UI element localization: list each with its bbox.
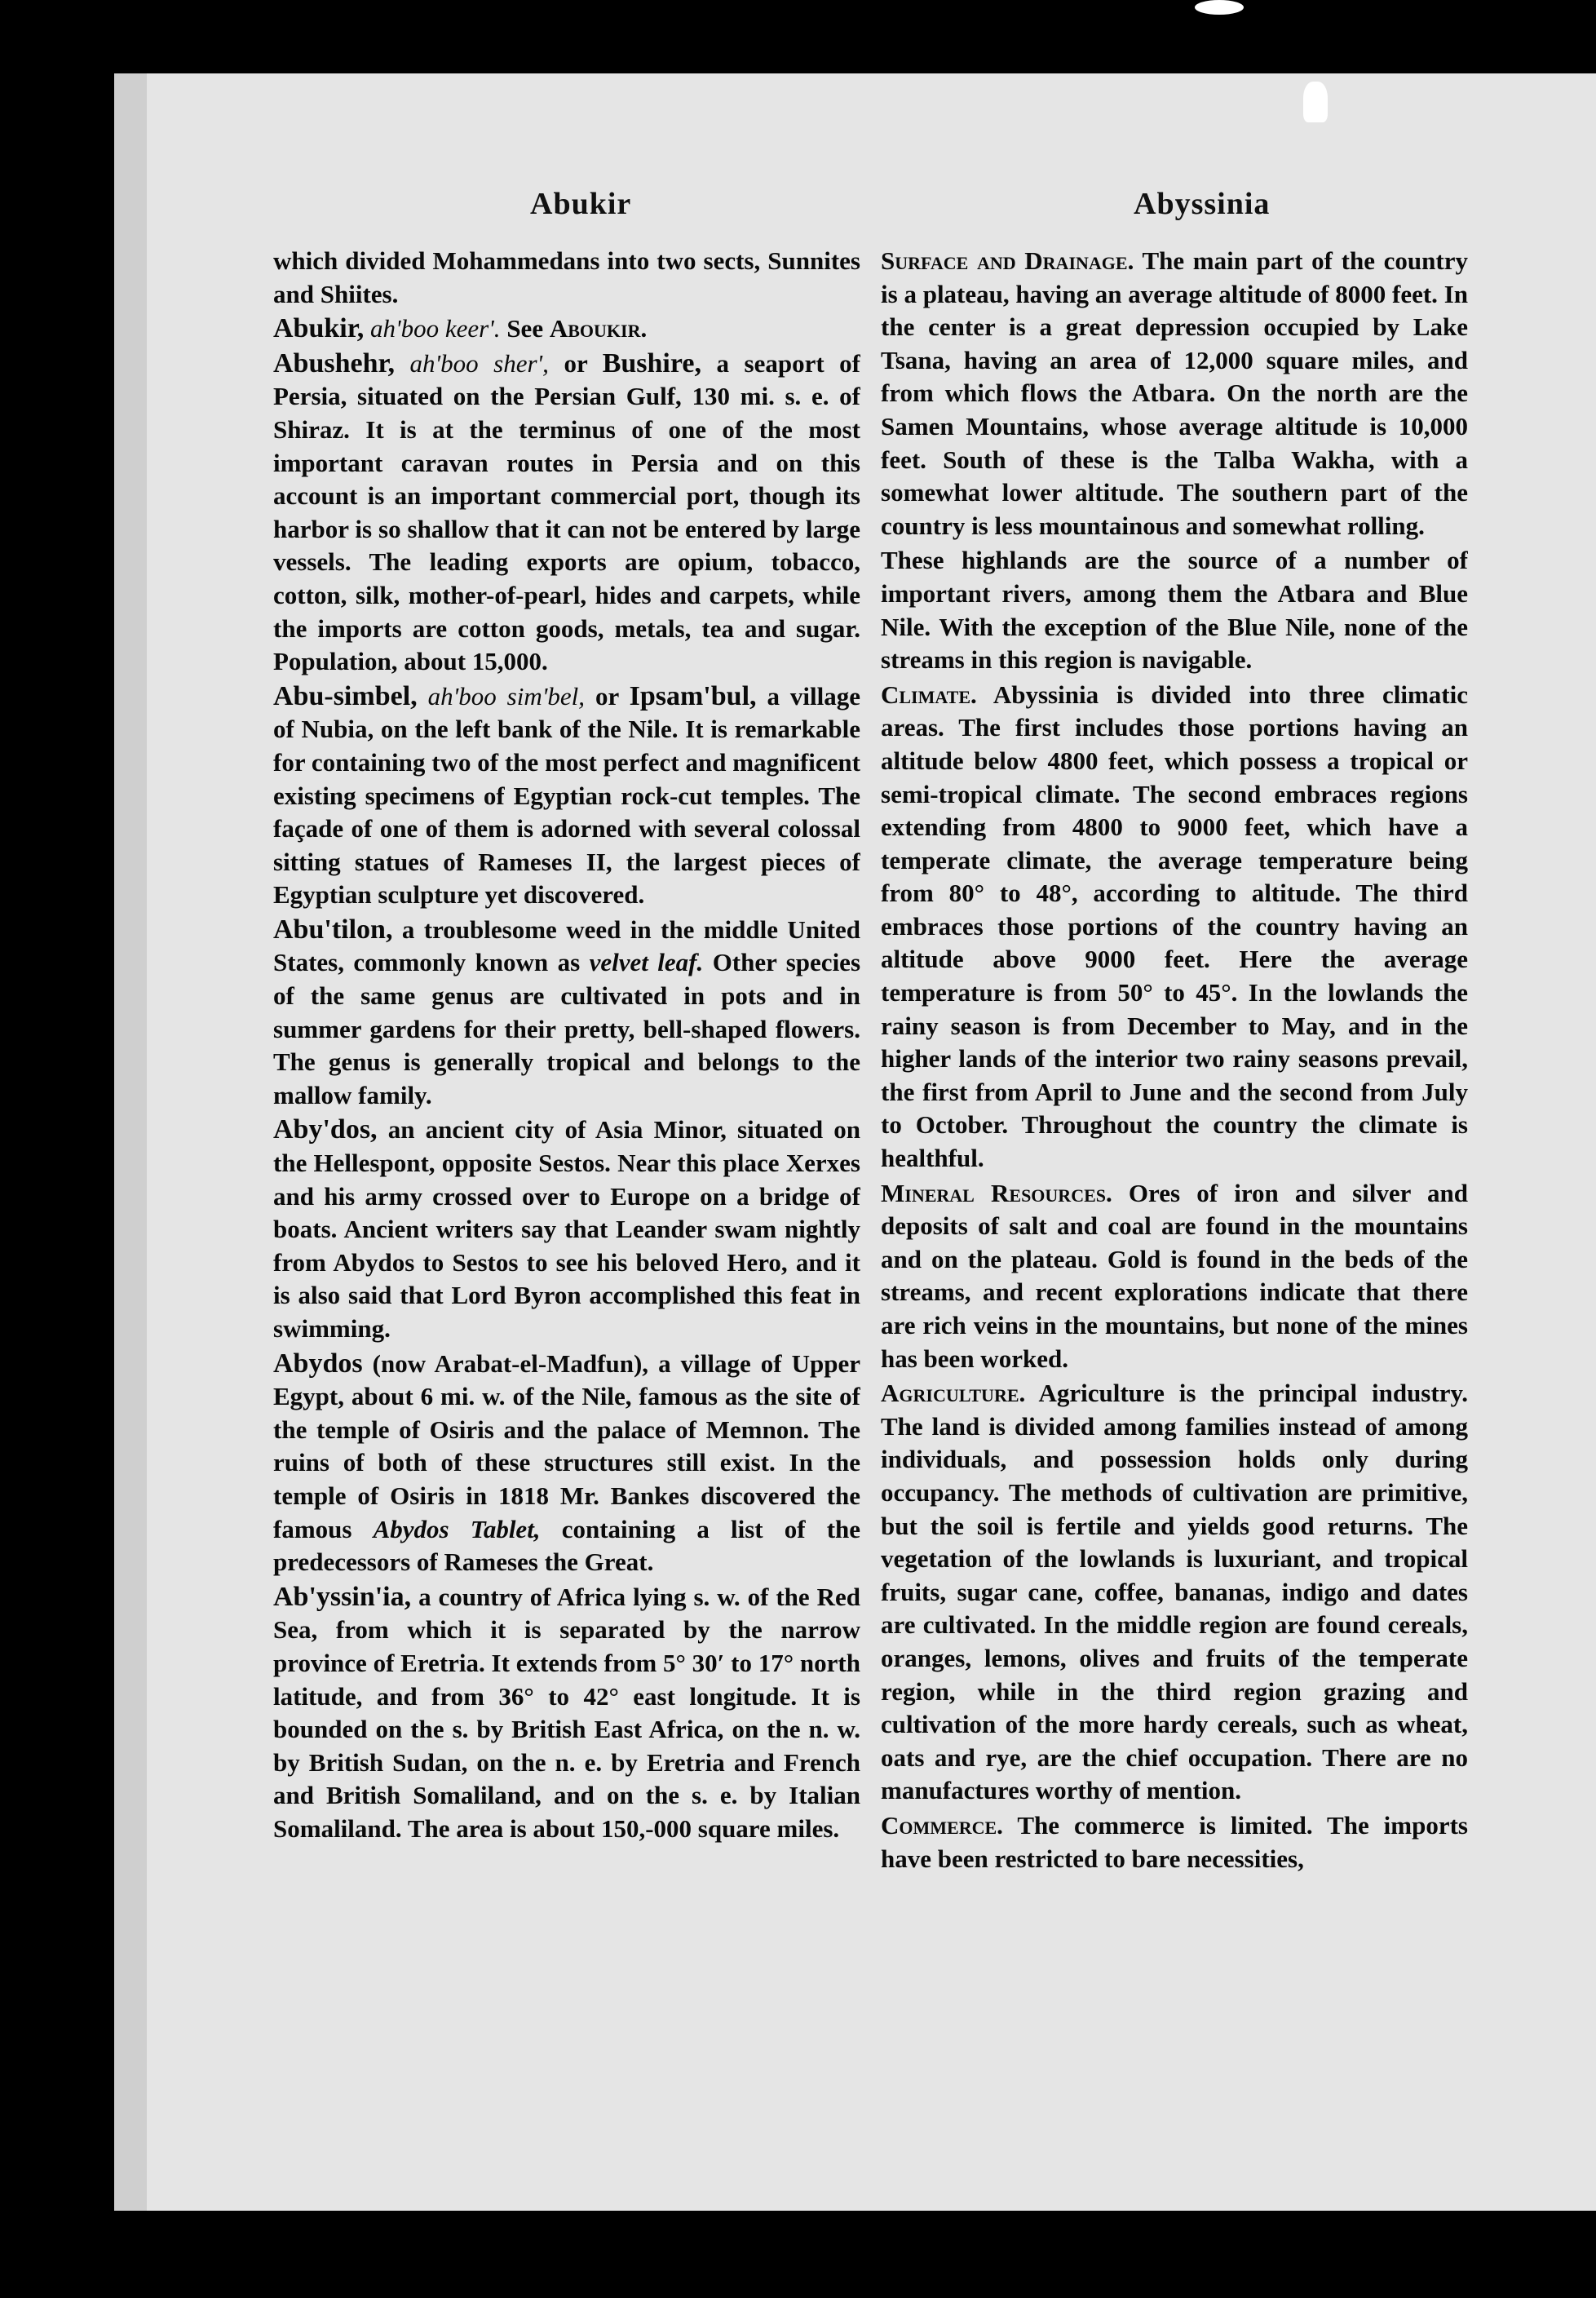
entry-italic-term: velvet leaf. [589, 948, 704, 977]
section-text: The main part of the country is a plateau, having an average altitude of 8000 feet. In the center is a great depression occupied by Lake Tsana, having an area of 12,000 square miles, and from which flows the Atbara. On the north are the Samen Mountains, whose average altitude is 10,000 feet. South of these is the Talba Wakha, with a somewhat lower altitude. The southern part of the country is less mountainous and somewhat rolling. [881, 246, 1468, 540]
entry-headword: Abu-simbel, [273, 680, 418, 711]
entry-text: Other species of the same genus are cultivated in pots and in summer gardens for their pretty, bell-shaped flowers. The genus is generally tropical and belongs to the mallow family. [273, 948, 860, 1109]
section-heading: Commerce. [881, 1810, 1003, 1840]
entry-abyssinia [273, 1581, 860, 1846]
entry-text: a troublesome weed in the middle United States, commonly known as [273, 914, 860, 977]
entry-headword: Abu'tilon, [273, 914, 393, 945]
entry-headword: Abukir, [273, 313, 365, 344]
cross-reference: Aboukir. [549, 314, 648, 343]
section-heading: Surface and Drainage. [881, 246, 1134, 275]
section-agriculture [881, 1377, 1468, 1808]
section-text: Abyssinia is divided into three climatic areas. The first includes those portions having an altitude below 4800 feet, which possess a tropical or semi-tropical climate. The second embraces regions extending from 4800 to 9000 feet, which have a temperate climate, the average temperature being from 80° to 48°, according to altitude. The third embraces those portions of the country having an altitude above 9000 feet. Here the average temperature is from 50° to 45°. In the lowlands the rainy season is from December to May, and in the higher lands of the interior two rainy seasons prevail, the first from April to June and the second from July to October. Throughout the country the climate is healthful. [881, 680, 1468, 1173]
section-commerce [881, 1809, 1468, 1875]
section-heading: Mineral Resources. [881, 1178, 1112, 1207]
section-text: Ores of iron and silver and deposits of salt and coal are found in the mountains and on the plateau. Gold is found in the beds of the streams, and recent explorations indicate that there are rich veins in the mountains, but none of the mines has been worked. [881, 1178, 1468, 1373]
entry-abu-simbel: Abu-simbel, ah'boo sim'bel, or Ipsam'bul, a village of Nubia, on the left bank of the Nile. It is remarkable for containing two of the most perfect and magnificent existing specimens of Egyptian rock-cut temples. The façade of one of them is adorned with several colossal sitting statues of Rameses II, the largest pieces of Egyptian sculpture yet discovered. [273, 680, 860, 910]
entry-headword: Abushehr, [273, 348, 395, 379]
section-heading: Agriculture. [881, 1379, 1026, 1408]
left-column [273, 245, 860, 2039]
section-surface-and-drainage [881, 245, 1468, 542]
paragraph-highlands: These highlands are the source of a number of important rivers, among them the Atbara and Blue Nile. With the exception of the Blue Nile, none of the streams in this region is navigable. [881, 546, 1468, 675]
section-mineral-resources [881, 1177, 1468, 1376]
entry-text: (now Arabat-el-Madfun), a village of Upper Egypt, about 6 mi. w. of the Nile, famous as the site of the temple of Osiris and the palace of Memnon. The ruins of both of these structures still exist. In the temple of Osiris in 1818 Mr. Bankes discovered the famous [273, 1348, 860, 1543]
entry-text: containing a list of the predecessors of Rameses the Great. [273, 1514, 860, 1577]
entry-abushehr: Abushehr, ah'boo sher', or Bushire, a seaport of Persia, situated on the Persian Gulf, 130 mi. s. e. of Shiraz. It is at the terminus of one of the most important caravan routes in Persia and on this account is an important commercial port, though its harbor is so shallow that it can not be entered by large vessels. The leading exports are opium, tobacco, cotton, silk, mother-of-pearl, hides and carpets, while the imports are cotton goods, metals, tea and sugar. Population, about 15,000. [273, 348, 860, 676]
entry-headword: Aby'dos, [273, 1114, 378, 1145]
entry-abukir: Abukir, ah'boo keer'. See Aboukir. [273, 313, 648, 344]
section-text: The commerce is limited. The imports have been restricted to bare necessities, [881, 1810, 1468, 1873]
scan-artifact-top [1195, 0, 1244, 15]
section-climate [881, 679, 1468, 1176]
scan-artifact-right [1303, 82, 1328, 122]
running-header-left: Abukir [530, 187, 632, 221]
section-text: Agriculture is the principal industry. The land is divided among families instead of among individuals, and possession holds only during occupancy. The methods of cultivation are primitive, but the soil is fertile and yields good returns. The vegetation of the lowlands is luxuriant, and tropical fruits, sugar cane, coffee, bananas, indigo and dates are cultivated. In the middle region are found cereals, oranges, lemons, olives and fruits of the temperate region, while in the third region grazing and cultivation of the more hardy cereals, such as wheat, oats and rye, are the chief occupation. There are no manufactures worthy of mention. [881, 1379, 1468, 1805]
page-binding-edge [114, 73, 147, 2211]
entry-pronunciation: ah'boo keer'. [369, 314, 501, 343]
right-column [881, 245, 1468, 2039]
entry-pronunciation: ah'boo sher', [409, 348, 549, 378]
entry-text: an ancient city of Asia Minor, situated on the Hellespont, opposite Sestos. Near this place Xerxes and his army crossed over to Europe on a bridge of boats. Ancient writers say that Leander swam nightly from Abydos to Sestos to see his beloved Hero, and it is also said that Lord Byron accomplished this feat in swimming. [273, 1115, 860, 1343]
entry-pronunciation: ah'boo sim'bel, [427, 681, 585, 711]
entry-abydos-egypt [273, 1348, 860, 1579]
entry-text: a seaport of Persia, situated on the Persian Gulf, 130 mi. s. e. of Shiraz. It is at the terminus of one of the most important caravan routes in Persia and on this account is an important commercial port, though its harbor is so shallow that it can not be entered by large vessels. The leading exports are opium, tobacco, cotton, silk, mother-of-pearl, hides and carpets, while the imports are cotton goods, metals, tea and sugar. Population, about 15,000. [273, 348, 860, 676]
entry-abutilon [273, 914, 860, 1113]
paragraph-continued: which divided Mohammedans into two sects, Sunnites and Shiites. [273, 246, 860, 308]
entry-abydos-asia-minor [273, 1114, 860, 1345]
running-header-right: Abyssinia [1134, 187, 1271, 221]
entry-headword-alt: Bushire, [602, 348, 701, 379]
section-heading: Climate. [881, 680, 977, 709]
entry-headword: Abydos [273, 1348, 363, 1379]
entry-headword-alt: Ipsam'bul, [629, 680, 757, 711]
entry-text: a country of Africa lying s. w. of the Red Sea, from which it is separated by the narrow province of Eretria. It extends from 5° 30′ to 17° north latitude, and from 36° to 42° east longitude. It is bounded on the s. by British East Africa, on the n. w. by British Sudan, on the n. e. by Eretria and French and British Somaliland, and on the s. e. by Italian Somaliland. The area is about 150,-000 square miles. [273, 1582, 860, 1843]
entry-italic-term: Abydos Tablet, [373, 1514, 541, 1543]
entry-headword: Ab'yssin'ia, [273, 1581, 412, 1612]
entry-text: a village of Nubia, on the left bank of the Nile. It is remarkable for containing two of the most perfect and magnificent existing specimens of Egyptian rock-cut temples. The façade of one of them is adorned with several colossal sitting statues of Rameses II, the largest pieces of Egyptian sculpture yet discovered. [273, 681, 860, 910]
